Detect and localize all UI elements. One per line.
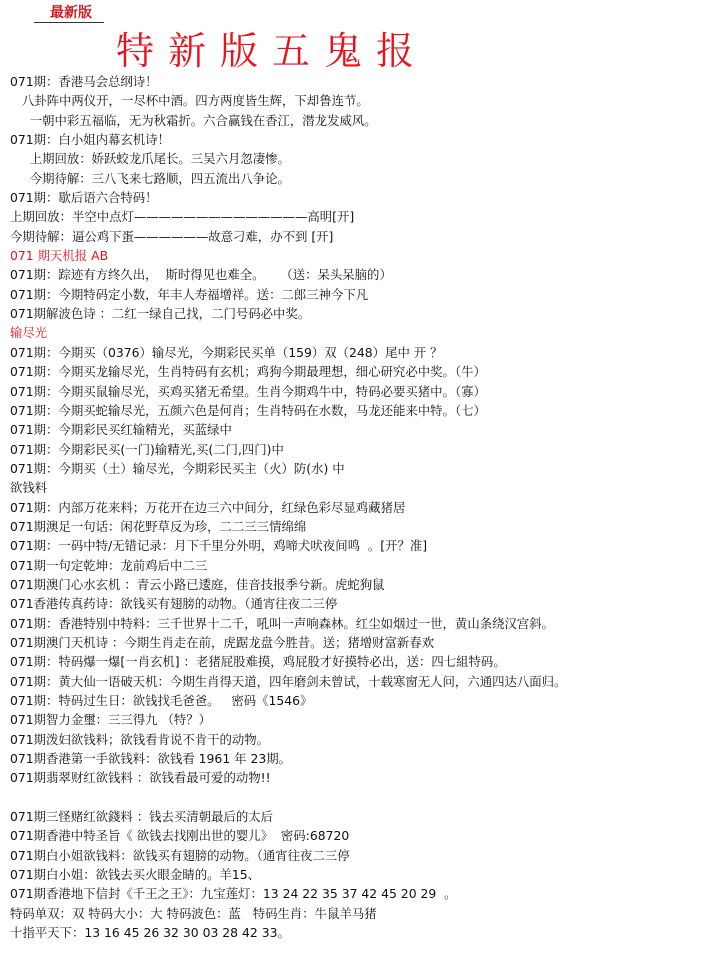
text-line: 071期：歇后语六合特码！ <box>10 190 158 206</box>
text-line: 071期香港第一手欲钱料：欲钱看 1961 年 23期。 <box>10 751 292 767</box>
text-line: 071香港传真药诗：欲钱买有翅膀的动物。（通宵往夜二三停 <box>10 596 338 612</box>
text-line: 071期：白小姐内幕玄机诗！ <box>10 132 170 148</box>
text-line: 071期：特码爆一爆[一肖玄机] ：老猪屁股难摸，鸡屁股才好摸特必出，送：四七組特码。 <box>10 654 506 670</box>
text-line: 071期澳足一句话：闲花野草反为珍，二二三三情绵绵 <box>10 518 307 534</box>
text-line: 071期三怪赌红欲錢料 ：钱去买清朝最后的太后 <box>10 809 274 825</box>
text-line: 071期：今期特码定小数，年丰人寿福增祥。送：二郎三神今下凡 <box>10 286 369 302</box>
section-heading-tianjibao: 071 期天机报 AB <box>10 248 109 264</box>
text-line: 071期：黄大仙一语破天机：今期生肖得天道，四年磨剑未曾试，十载寒窗无人问，六通四达八面归。 <box>10 673 567 689</box>
text-line: 071期：今期买蛇输尽光，五颜六色是何肖；生肖特码在水数，马龙还能来中特。（七） <box>10 402 486 418</box>
page-title: 特新版五鬼报 <box>116 29 429 73</box>
section-heading-lose-all: 输尽光 <box>10 325 48 341</box>
text-line: 071期澳门心水玄机 ：青云小路已逶庭，佳音技报季兮新。虎蛇狗鼠 <box>10 576 385 592</box>
text-line: 一朝中彩五福临，无为秋霜折。六合赢钱在香江，潜龙发威风。 <box>10 112 377 128</box>
special-code-summary: 特码单双：双 特码大小：大 特码波色：蓝 特码生肖：牛鼠羊马猪 <box>10 905 377 921</box>
text-line: 071期：踪迹有方终久出， 斯时得见也难全。 （送：呆头呆脑的） <box>10 267 392 283</box>
latest-version-badge: 最新版 <box>50 5 92 21</box>
section-heading-money-tips: 欲钱料 <box>10 480 48 496</box>
text-line: 071期香港地下信封《千王之王》：九宝莲灯：13 24 22 35 37 42 45 20 29 。 <box>10 886 457 902</box>
text-line: 071期澳门天机诗 ：今期生肖走在前，虎踞龙盘今胜昔。送；猪增财富新春欢 <box>10 634 435 650</box>
text-line: 071期：今期买（0376）输尽光，今期彩民买单（159）双（248）尾中 开 ？ <box>10 344 443 360</box>
text-line: 071期：特码过生日：欲钱找毛爸爸。 密码《1546》 <box>10 693 313 708</box>
text-line: 071期泼妇欲钱料；欲钱看肯说不肯干的动物。 <box>10 731 270 747</box>
text-line: 071期白小姐：欲钱去买火眼金睛的。羊15、 <box>10 867 261 883</box>
article-body <box>10 72 700 942</box>
text-line: 071期白小姐欲钱料：欲钱买有翅膀的动物。（通宵往夜二三停 <box>10 847 350 863</box>
text-line: 071期：今期买鼠输尽光，买鸡买猪无希望。生肖今期鸡牛中，特码必要买猪中。（寡） <box>10 383 486 399</box>
text-line: 071期香港中特圣旨《 欲钱去找刚出世的婴儿》 密码:68720 <box>10 828 350 844</box>
text-line: 071期：今期彩民买红输精光，买蓝绿中 <box>10 422 232 438</box>
text-line: 071期：今期买龙输尽光，生肖特码有玄机；鸡狗今期最理想，细心研究必中奖。（牛） <box>10 364 486 380</box>
text-line: 071期一句定乾坤：龙前鸡后中二三 <box>10 557 208 573</box>
text-line: 071期：今期彩民买(一门)输精光,买(二门,四门)中 <box>10 441 284 457</box>
text-line: 071期翡翠财红欲钱料 ：欲钱看最可爱的动物!! <box>10 770 271 786</box>
text-line: 071期：今期买（土）输尽光，今期彩民买主（火）防(水) 中 <box>10 460 345 476</box>
text-line: 071期：香港特别中特料：三千世界十二千，吼叫一声响森林。红尘如烟过一世，黄山条绕汉宫斜。 <box>10 615 555 631</box>
text-line: 071期智力金璽：三三得九 （特？） <box>10 712 212 728</box>
ten-numbers-line: 十指平天下：13 16 45 26 32 30 03 28 42 33。 <box>10 925 290 941</box>
text-line: 今期待解：逼公鸡下蛋——————故意刁难，办不到 [开] <box>10 228 334 244</box>
text-line: 上期回放：半空中点灯——————————————高明[开] <box>10 209 355 225</box>
text-line: 今期待解：三八飞来七路顺，四五流出八争论。 <box>10 170 290 186</box>
text-line: 071期：内部万花来料；万花开在边三六中间分，红绿色彩尽显鸡藏猪居 <box>10 499 406 515</box>
text-line: 071期解波色诗 ：二红一绿自己找，二门号码必中奖。 <box>10 306 311 322</box>
text-line: 071期：一码中特/无错记录：月下千里分外明，鸡啼犬吠夜间鸣 。[开？准] <box>10 538 428 554</box>
text-line-with-side-note <box>10 788 700 807</box>
text-line: 071期：香港马会总纲诗！ <box>10 74 158 89</box>
text-line: 八卦阵中两仪开，一尽杯中酒。四方两度皆生辉，下却鲁连节。 <box>10 93 369 109</box>
text-line: 上期回放：娇跃蛟龙爪尾长。三吴六月忽凄惨。 <box>10 151 290 167</box>
badge-underline <box>34 22 104 23</box>
